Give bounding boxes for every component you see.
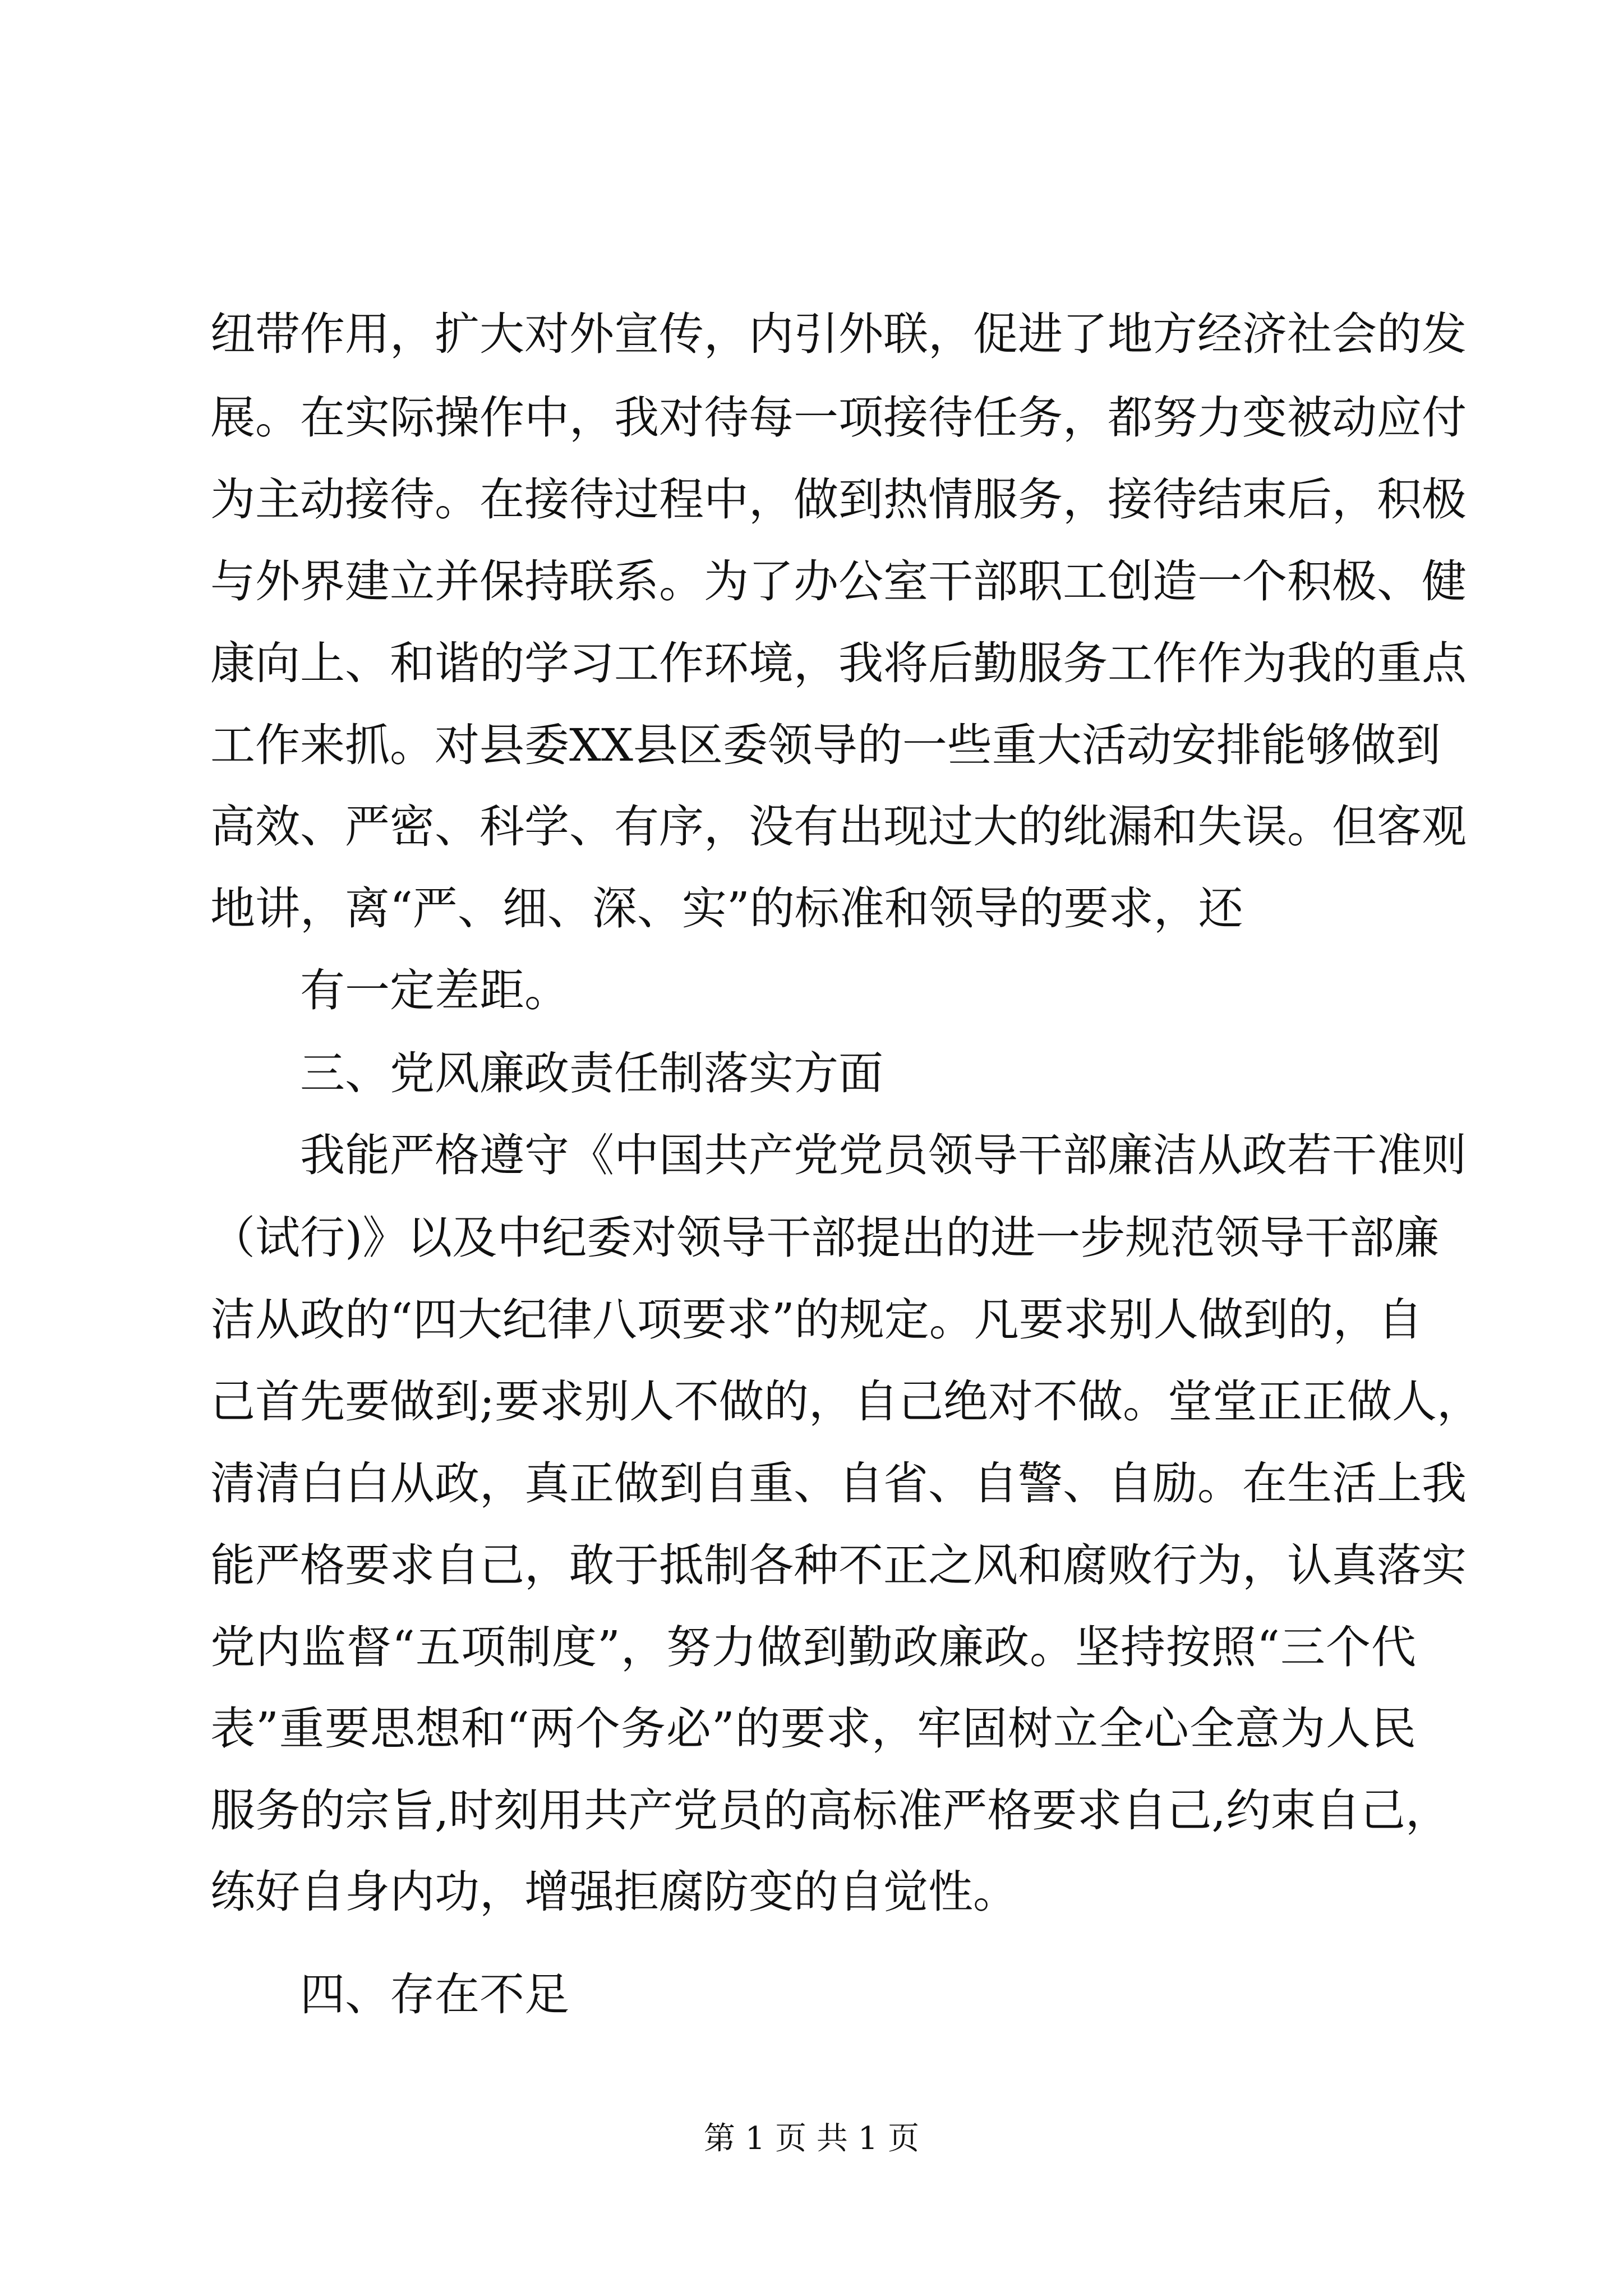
body-text-line: 我能严格遵守《中国共产党党员领导干部廉洁从政若干准则 [300,1129,1467,1181]
body-text-line: 己首先要做到;要求别人不做的，自己绝对不做。堂堂正正做人， [210,1375,1482,1428]
body-text-line: （试行)》以及中纪委对领导干部提出的进一步规范领导干部廉 [210,1212,1440,1264]
body-text-line: 洁从政的“四大纪律八项要求”的规定。凡要求别人做到的，自 [210,1294,1423,1346]
body-text-line: 为主动接待。在接待过程中，做到热情服务，接待结束后，积极 [210,473,1467,526]
body-text-line: 展。在实际操作中，我对待每一项接待任务，都努力变被动应付 [210,392,1467,444]
body-text-line: 有一定差距。 [300,964,569,1016]
body-text-line: 工作来抓。对县委XX县区委领导的一些重大活动安排能够做到 [210,719,1441,771]
body-text-line: 党内监督“五项制度”，努力做到勤政廉政。坚持按照“三个代 [210,1621,1416,1673]
body-text-line: 服务的宗旨,时刻用共产党员的高标准严格要求自己,约束自己， [210,1784,1450,1837]
page-footer: 第 1 页 共 1 页 [703,2120,920,2157]
section-heading: 三、党风廉政责任制落实方面 [300,1047,883,1099]
body-text-line: 练好自身内功，增强拒腐防变的自觉性。 [210,1866,1018,1918]
section-heading: 四、存在不足 [300,1968,569,2021]
body-text-line: 地讲，离“严、细、深、实”的标准和领导的要求，还 [210,882,1243,935]
body-text-line: 高效、严密、科学、有序，没有出现过大的纰漏和失误。但客观 [210,800,1467,853]
body-text-line: 能严格要求自己，敢于抵制各种不正之风和腐败行为，认真落实 [210,1539,1467,1591]
body-text-line: 表”重要思想和“两个务必”的要求，牢固树立全心全意为人民 [210,1703,1416,1755]
body-text-line: 清清白白从政，真正做到自重、自省、自警、自励。在生活上我 [210,1457,1467,1510]
body-text-line: 与外界建立并保持联系。为了办公室干部职工创造一个积极、健 [210,555,1467,608]
body-text-line: 纽带作用，扩大对外宣传，内引外联，促进了地方经济社会的发 [210,308,1467,360]
body-text-line: 康向上、和谐的学习工作环境，我将后勤服务工作作为我的重点 [210,637,1467,689]
